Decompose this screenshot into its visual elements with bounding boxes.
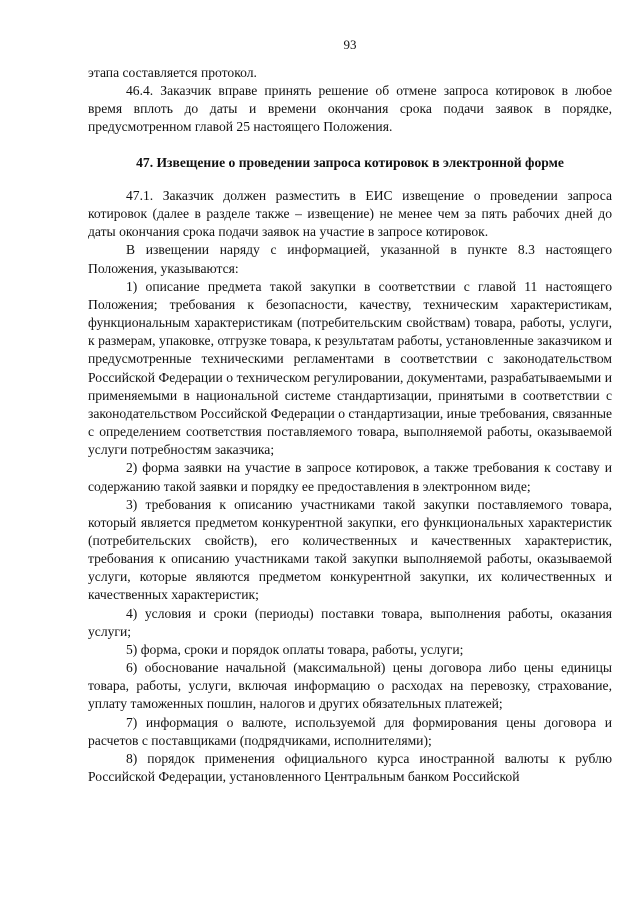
paragraph-intro-list: В извещении наряду с информацией, указанной в пункте 8.3 настоящего Положения, указываются: — [88, 242, 612, 276]
paragraph-47-1: 47.1. Заказчик должен разместить в ЕИС извещение о проведении запроса котировок (далее в разделе также – извещение) не менее чем за пять рабочих дней до даты окончания срока подачи заявок на участие в запросе котировок. — [88, 188, 612, 240]
list-item-7: 7) информация о валюте, используемой для формирования цены договора и расчетов с поставщиками (подрядчиками, исполнителями); — [88, 714, 612, 748]
page-number: 93 — [343, 37, 357, 52]
paragraph-46-4: 46.4. Заказчик вправе принять решение об отмене запроса котировок в любое время вплоть до даты и времени окончания срока подачи заявок в порядке, предусмотренном главой 25 настоящего Положения. — [88, 83, 612, 135]
list-item-8: 8) порядок применения официального курса иностранной валюты к рублю Российской Федерации, установленного Центральным банком Российской — [88, 750, 612, 784]
list-item-3: 3) требования к описанию участниками такой закупки поставляемого товара, который является предметом конкурентной закупки, его функциональных характеристик (потребительских свойств), его количественных и качественных характеристик, требования к описанию участниками такой закупки выполняемой работы, оказываемой услуги, которые являются предметом конкурентной закупки, их количественных и качественных характеристик; — [88, 496, 612, 603]
section-47-body — [88, 187, 612, 786]
section-46-tail — [88, 64, 612, 137]
list-item-4: 4) условия и сроки (периоды) поставки товара, выполнения работы, оказания услуги; — [88, 605, 612, 639]
list-item-2: 2) форма заявки на участие в запросе котировок, а также требования к составу и содержанию такой заявки и порядку ее предоставления в электронном виде; — [88, 460, 612, 494]
list-item-6: 6) обоснование начальной (максимальной) цены договора либо цены единицы товара, работы, услуги, включая информацию о расходах на перевозку, страхование, уплату таможенных пошлин, налогов и других обязательных платежей; — [88, 660, 612, 712]
section-heading-47: 47. Извещение о проведении запроса котировок в электронной форме — [136, 155, 564, 170]
list-item-5: 5) форма, сроки и порядок оплаты товара, работы, услуги; — [126, 641, 464, 657]
continuation-line: этапа составляется протокол. — [88, 65, 257, 80]
list-item-1: 1) описание предмета такой закупки в соответствии с главой 11 настоящего Положения; требования к безопасности, качеству, техническим характеристикам, функциональным характеристикам (потребительским свойствам) товара, работы, услуги, к размерам, упаковке, отгрузке товара, к результатам работы, установленные заказчиком и предусмотренные техническими регламентами в соответствии с законодательством Российской Федерации о техническом регулировании, документами, разрабатываемыми и применяемыми в национальной системе стандартизации, принятыми в соответствии с законодательством Российской Федерации о стандартизации, иные требования, связанные с определением соответствия поставляемого товара, выполняемой работы, оказываемой услуги потребностям заказчика; — [88, 278, 612, 458]
